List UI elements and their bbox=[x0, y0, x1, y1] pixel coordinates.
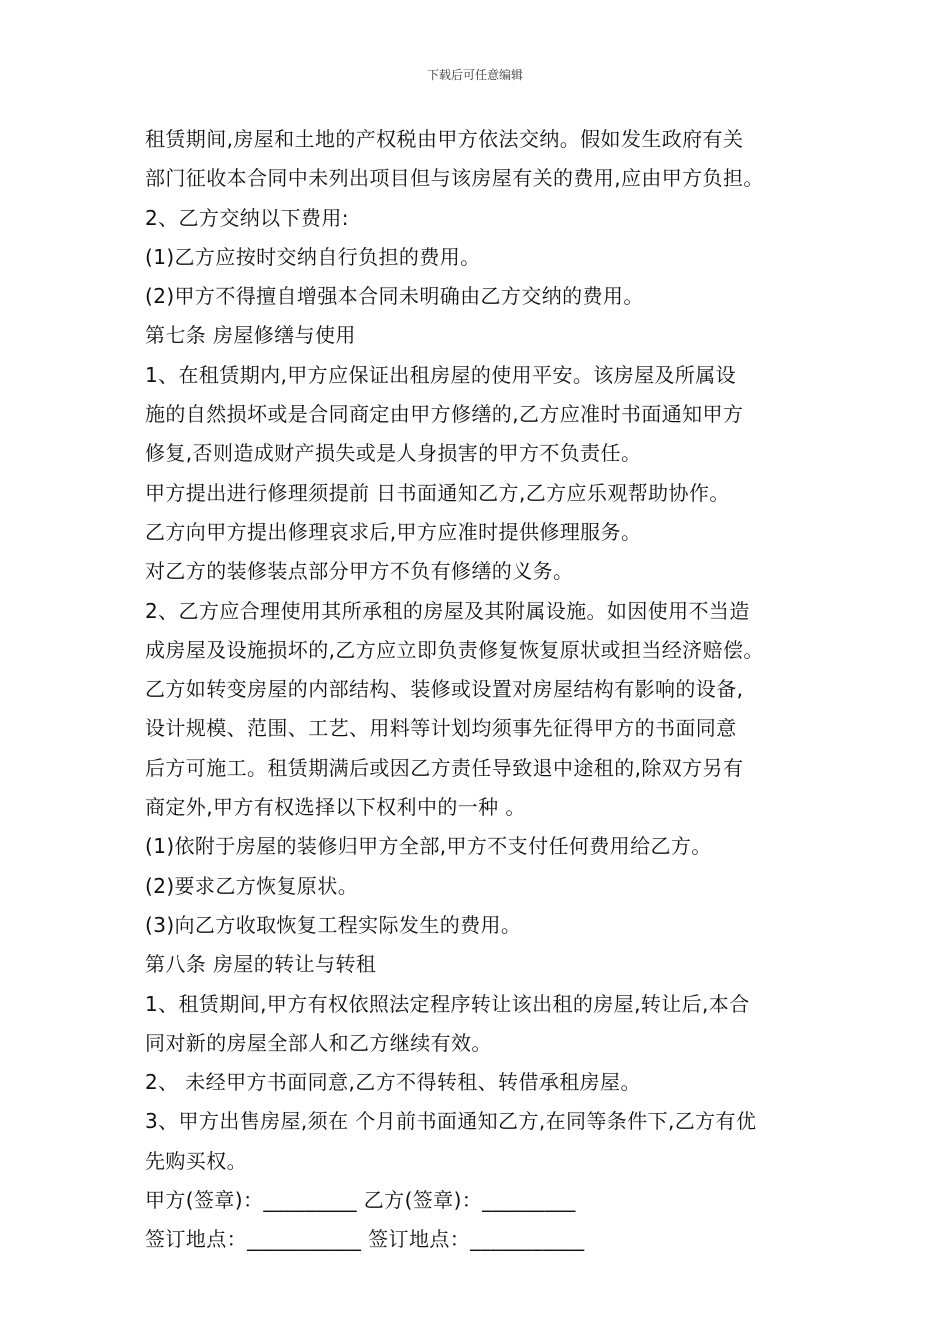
text-line: 乙方向甲方提出修理哀求后,甲方应准时提供修理服务。 bbox=[145, 519, 642, 544]
text-line: (2)要求乙方恢复原状。 bbox=[145, 873, 359, 898]
text-line: (1)乙方应按时交纳自行负担的费用。 bbox=[145, 244, 481, 269]
text-line: 商定外,甲方有权选择以下权利中的一种 。 bbox=[145, 795, 526, 820]
signing-place-line: 签订地点：___________ 签订地点：___________ bbox=[145, 1227, 585, 1252]
text-line: 后方可施工。租赁期满后或因乙方责任导致退中途租的,除双方另有 bbox=[145, 755, 744, 780]
text-line: 2、乙方交纳以下费用: bbox=[145, 205, 349, 230]
text-line: 对乙方的装修装点部分甲方不负有修缮的义务。 bbox=[145, 559, 574, 584]
text-line: 部门征收本合同中未列出项目但与该房屋有关的费用,应由甲方负担。 bbox=[145, 166, 764, 191]
text-line: 乙方如转变房屋的内部结构、装修或设置对房屋结构有影响的设备, bbox=[145, 677, 744, 702]
text-line: 租赁期间,房屋和土地的产权税由甲方依法交纳。假如发生政府有关 bbox=[145, 127, 744, 151]
page-header: 下载后可任意编辑 bbox=[426, 68, 523, 82]
section-heading: 第七条 房屋修缮与使用 bbox=[145, 323, 356, 348]
text-line: 设计规模、范围、工艺、用料等计划均须事先征得甲方的书面同意 bbox=[145, 716, 737, 741]
text-line: (2)甲方不得擅自增强本合同未明确由乙方交纳的费用。 bbox=[145, 284, 644, 309]
text-line: 2、乙方应合理使用其所承租的房屋及其附属设施。如因使用不当造 bbox=[145, 598, 750, 623]
text-line: 修复,否则造成财产损失或是人身损害的甲方不负责任。 bbox=[145, 441, 642, 466]
signature-line: 甲方(签章)：_________ 乙方(签章)：_________ bbox=[145, 1188, 576, 1213]
text-line: 1、在租赁期内,甲方应保证出租房屋的使用平安。该房屋及所属设 bbox=[145, 362, 737, 387]
text-line: 成房屋及设施损坏的,乙方应立即负责修复恢复原状或担当经济赔偿。 bbox=[145, 637, 764, 662]
text-line: 施的自然损坏或是合同商定由甲方修缮的,乙方应准时书面通知甲方 bbox=[145, 402, 744, 427]
text-line: (1)依附于房屋的装修归甲方全部,甲方不支付任何费用给乙方。 bbox=[145, 834, 712, 859]
text-line: (3)向乙方收取恢复工程实际发生的费用。 bbox=[145, 912, 522, 937]
text-line: 3、甲方出售房屋,须在 个月前书面通知乙方,在同等条件下,乙方有优 bbox=[145, 1109, 757, 1134]
document-body bbox=[145, 120, 815, 1260]
text-line: 先购买权。 bbox=[145, 1148, 247, 1173]
section-heading: 第八条 房屋的转让与转租 bbox=[145, 952, 377, 977]
text-line: 甲方提出进行修理须提前 日书面通知乙方,乙方应乐观帮助协作。 bbox=[145, 480, 730, 505]
text-line: 2、 未经甲方书面同意,乙方不得转租、转借承租房屋。 bbox=[145, 1070, 641, 1095]
text-line: 1、租赁期间,甲方有权依照法定程序转让该出租的房屋,转让后,本合 bbox=[145, 991, 750, 1016]
text-line: 同对新的房屋全部人和乙方继续有效。 bbox=[145, 1030, 492, 1055]
